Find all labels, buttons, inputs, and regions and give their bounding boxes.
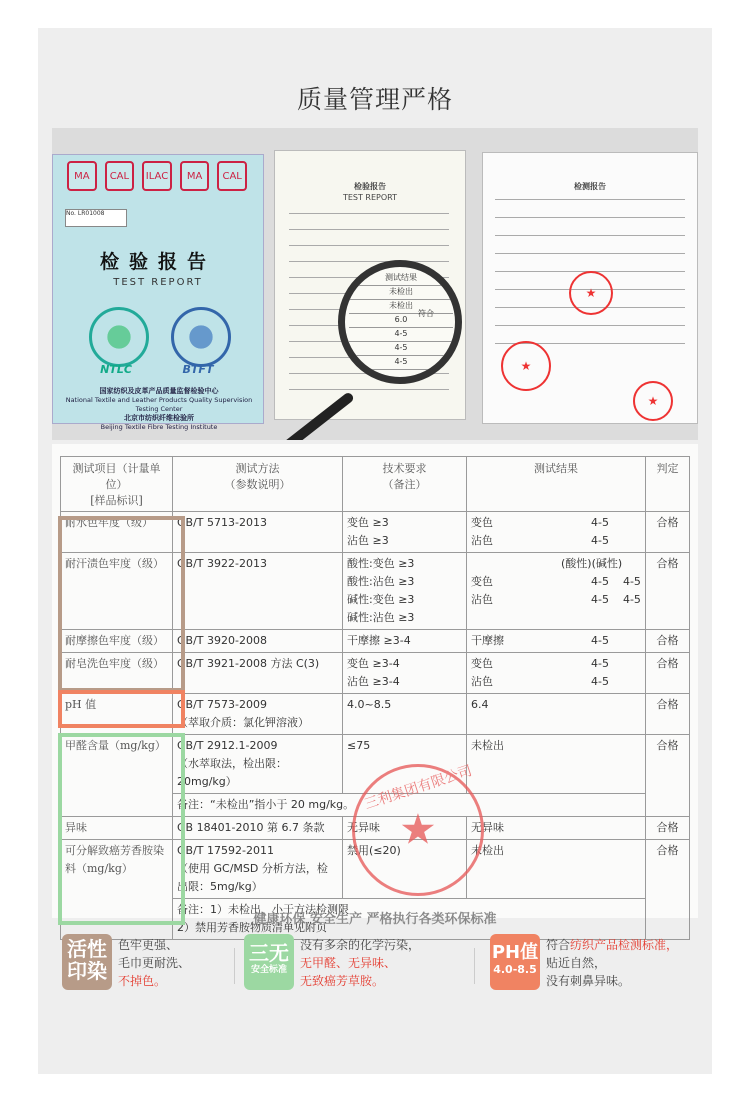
divider [474, 948, 475, 984]
requirement: 变色 ≥3-4 沾色 ≥3-4 [343, 653, 467, 694]
feature-description: 色牢更强、 毛巾更耐洗、 不掉色。 [118, 938, 191, 988]
badge-text: PH值 [491, 942, 539, 963]
test-method: GB/T 3920-2008 [173, 630, 343, 653]
divider [234, 948, 235, 984]
test-method: GB/T 2912.1-2009 （水萃取法，检出限：20mg/kg） [173, 735, 343, 794]
seal-star-icon: ★ [399, 804, 437, 854]
highlight-colorfastness [58, 516, 185, 692]
magnifier-lens [338, 260, 462, 384]
test-method: GB/T 17592-2011 （使用 GC/MSD 分析方法，检出限：5mg/kg） [173, 840, 343, 899]
feature-description: 没有多余的化学污染， 无甲醛、无异味、 无致癌芳草胺。 [300, 938, 421, 988]
requirement: 酸性:变色 ≥3 酸性:沾色 ≥3 碱性:变色 ≥3 碱性:沾色 ≥3 [343, 553, 467, 630]
test-item: 耐皂洗色牢度（级） [61, 653, 173, 694]
test-item: 耐摩擦色牢度（级） [61, 630, 173, 653]
result: 6.4 [467, 694, 646, 735]
doc-header-en: TEST REPORT [342, 193, 398, 202]
cert-logo: ILAC [142, 161, 172, 191]
test-method: GB/T 3922-2013 [173, 553, 343, 630]
result: (酸性)(碱性) 变色 4-5 4-5 沾色 4-5 4-5 [467, 553, 646, 630]
footer-line: 国家纺织及皮革产品质量监督检验中心 [99, 387, 219, 395]
test-method: GB/T 5713-2013 [173, 512, 343, 553]
verdict: 合格 [645, 694, 689, 735]
page-frame [38, 28, 712, 1074]
doc-header: 检测报告 [574, 182, 606, 191]
feature-description: 符合纺织产品检测标准， 贴近自然， 没有刺鼻异味。 [546, 938, 679, 988]
red-seal-icon: ★ [501, 341, 551, 391]
pass-label: 符合 [418, 309, 434, 318]
verdict: 合格 [645, 653, 689, 694]
test-item: 耐水色牢度（级） [61, 512, 173, 553]
column-header: 判定 [645, 457, 689, 512]
emblem-label: NTLC [100, 363, 132, 376]
result: 变色 4-5 沾色 4-5 [467, 653, 646, 694]
report-title-cn: 检验报告 [99, 251, 216, 273]
requirement: 4.0~8.5 [343, 694, 467, 735]
column-header: 测试项目（计量单位） [样品标识] [61, 457, 173, 512]
footer-line: 北京市纺织纤维检验所 [124, 414, 194, 422]
requirement: ≤75 [343, 735, 467, 794]
column-header: 测试方法 （参数说明） [173, 457, 343, 512]
eco-slogan: 健康环保 安全生产 严格执行各类环保标准 [253, 912, 497, 927]
report-page-stamped [482, 152, 698, 424]
cert-logo: CAL [217, 161, 247, 191]
red-seal-icon: ★ [633, 381, 673, 421]
column-header: 测试结果 [467, 457, 646, 512]
emblem-label: BTFT [182, 363, 214, 376]
highlight-ph [58, 690, 185, 728]
verdict: 合格 [645, 553, 689, 630]
lens-row: 未检出 [349, 285, 453, 300]
test-method: GB/T 7573-2009 （萃取介质：氯化钾溶液） [173, 694, 343, 735]
requirement: 变色 ≥3 沾色 ≥3 [343, 512, 467, 553]
serial-number: No. LR01008 [65, 209, 127, 227]
test-item: pH 值 [61, 694, 173, 735]
badge-text: 三无 [249, 941, 289, 965]
footer-line: Beijing Textile Fibre Testing Institute [100, 423, 218, 431]
result: 未检出 [467, 840, 646, 899]
report-title-en: TEST REPORT [113, 277, 203, 288]
red-seal-icon: ★ [569, 271, 613, 315]
cover-footer [61, 387, 257, 432]
badge-text: 4.0-8.5 [493, 963, 537, 976]
lens-row: 4-5 [349, 341, 453, 356]
verdict: 合格 [645, 735, 689, 817]
result: 干摩擦 4-5 [467, 630, 646, 653]
lens-row: 4-5 [349, 327, 453, 342]
requirement: 无异味 [343, 817, 467, 840]
table-note: 备注：“未检出”指小于 20 mg/kg。 [173, 794, 646, 817]
result: 无异味 [467, 817, 646, 840]
requirement: 禁用(≤20) [343, 840, 467, 899]
report-cover [52, 154, 264, 431]
footer-line: National Textile and Leather Products Quality Supervision Testing Center [65, 396, 253, 413]
lens-row: 4-5 [349, 355, 453, 370]
table-note: 备注：1）未检出，小于方法检测限 2）禁用芳香胺物质清单见附页 [173, 899, 646, 940]
lens-row: 测试结果 [349, 271, 453, 286]
verdict: 合格 [645, 512, 689, 553]
badge-text: 活性 [67, 937, 107, 961]
feature-ph [490, 934, 700, 990]
verdict: 合格 [645, 840, 689, 940]
column-header: 技术要求 （备注） [343, 457, 467, 512]
cert-logo: CAL [105, 161, 135, 191]
test-item: 耐汗渍色牢度（级） [61, 553, 173, 630]
result: 未检出 [467, 735, 646, 794]
result: 变色 4-5 沾色 4-5 [467, 512, 646, 553]
requirement: 干摩擦 ≥3-4 [343, 630, 467, 653]
verdict: 合格 [645, 630, 689, 653]
test-item: 甲醛含量（mg/kg） [61, 735, 173, 817]
highlight-safety [58, 733, 185, 925]
three-free-badge [244, 934, 294, 990]
badge-text: 安全标准 [250, 965, 287, 975]
test-item: 异味 [61, 817, 173, 840]
feature-three-free [244, 934, 464, 990]
table-header-row [61, 457, 690, 512]
badge-text: 印染 [67, 959, 107, 983]
feature-reactive-dye [62, 934, 252, 990]
verdict: 合格 [645, 817, 689, 840]
reactive-dye-badge [62, 934, 112, 990]
seal-text: 三利集团有限公司 [362, 763, 475, 813]
test-item: 可分解致癌芳香胺染料（mg/kg） [61, 840, 173, 940]
btft-emblem-icon [171, 307, 231, 367]
lens-row: 未检出 [349, 299, 453, 314]
report-photos [52, 128, 698, 440]
lens-row: 6.0 [349, 313, 453, 328]
cert-logo: MA [67, 161, 97, 191]
ntlc-emblem-icon [89, 307, 149, 367]
ph-badge [490, 934, 540, 990]
company-seal-icon [352, 764, 484, 896]
cert-logo: MA [180, 161, 210, 191]
certification-logos [67, 161, 247, 195]
doc-header: 检验报告 [354, 182, 386, 191]
page-title: 质量管理严格 [296, 85, 453, 114]
test-method: GB/T 3921-2008 方法 C(3) [173, 653, 343, 694]
test-method: GB 18401-2010 第 6.7 条款 [173, 817, 343, 840]
